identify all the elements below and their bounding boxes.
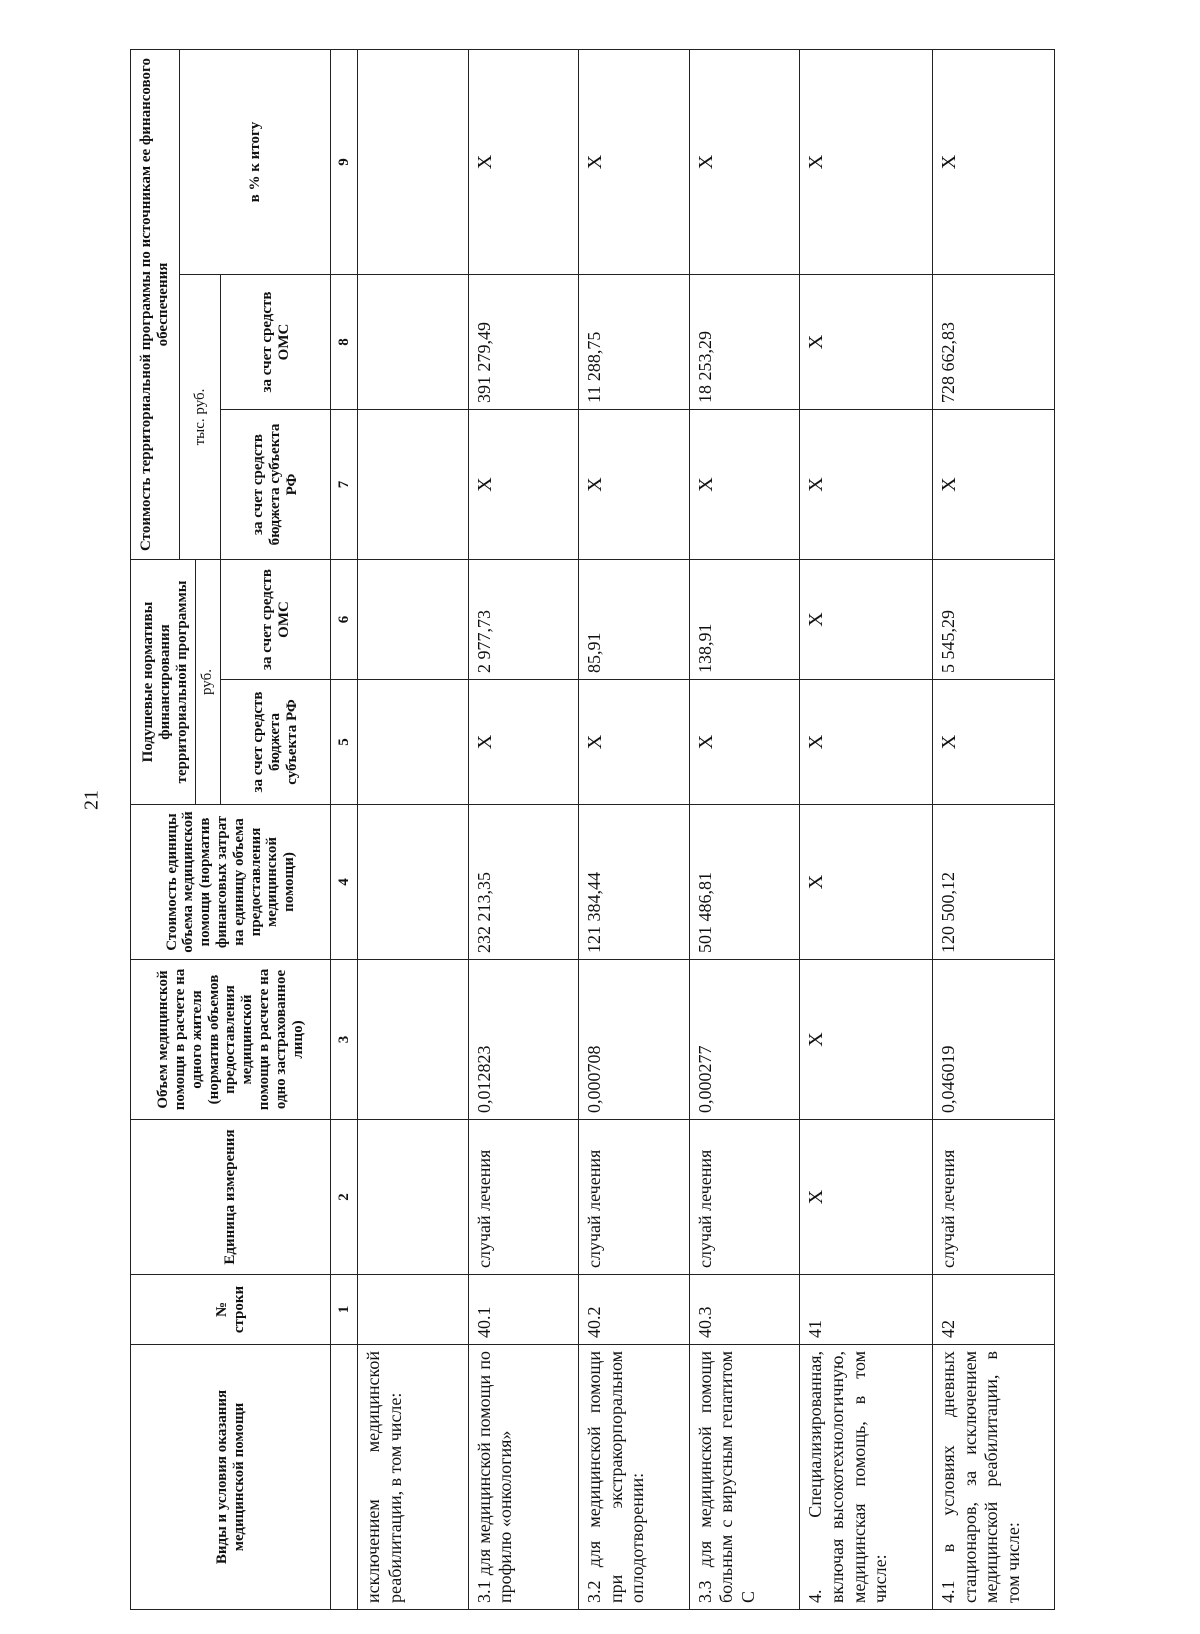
column-number: 7 xyxy=(331,410,358,560)
row-percap-budget-cell: X xyxy=(689,680,800,805)
row-percap-oms-cell xyxy=(357,560,468,680)
row-total-oms-cell: 18 253,29 xyxy=(689,275,800,410)
header-volume: Объем медицинской помощи в расчете на одного жителя (норматив объемов предоставления медицинской помощи в расчете на одно застрахованное лицо) xyxy=(131,960,331,1120)
header-line-number: № строки xyxy=(131,1275,331,1345)
row-total-budget-cell: X xyxy=(468,410,579,560)
row-percap-oms-cell: 2 977,73 xyxy=(468,560,579,680)
row-volume-cell: 0,000708 xyxy=(579,960,690,1120)
row-kind-cell: 3.2 для медицинской помощи при экстракорпоральном оплодотворении: xyxy=(579,1345,690,1610)
header-cost-group: Стоимость территориальной программы по источникам ее финансового обеспечения xyxy=(131,50,180,560)
header-total-oms: за счет средств ОМС xyxy=(220,275,331,410)
empty-number-cell xyxy=(331,1345,358,1610)
column-number: 3 xyxy=(331,960,358,1120)
column-number: 6 xyxy=(331,560,358,680)
header-unit-cost: Стоимость единицы объема медицинской помощи (норматив финансовых затрат на единицу объема предоставления медицинской помощи) xyxy=(131,805,331,960)
row-unit-cell: случай лечения xyxy=(468,1120,579,1275)
row-line-cell: 40.1 xyxy=(468,1275,579,1345)
row-percap-budget-cell: X xyxy=(933,680,1055,805)
row-cost-cell: X xyxy=(800,805,933,960)
row-volume-cell: 0,012823 xyxy=(468,960,579,1120)
row-total-oms-cell: 391 279,49 xyxy=(468,275,579,410)
row-line-cell xyxy=(357,1275,468,1345)
row-total-budget-cell: X xyxy=(579,410,690,560)
row-total-oms-cell: X xyxy=(800,275,933,410)
row-unit-cell: X xyxy=(800,1120,933,1275)
header-percap-oms: за счет средств ОМС xyxy=(220,560,331,680)
table-row xyxy=(933,50,1055,1610)
row-percent-cell: X xyxy=(933,50,1055,275)
row-percap-oms-cell: X xyxy=(800,560,933,680)
rotated-table-sheet xyxy=(130,50,1055,1610)
row-percap-oms-cell: 138,91 xyxy=(689,560,800,680)
header-percap-budget: за счет средств бюджета субъекта РФ xyxy=(220,680,331,805)
row-total-oms-cell: 11 288,75 xyxy=(579,275,690,410)
row-volume-cell xyxy=(357,960,468,1120)
row-volume-cell: 0,046019 xyxy=(933,960,1055,1120)
row-cost-cell: 120 500,12 xyxy=(933,805,1055,960)
column-number: 2 xyxy=(331,1120,358,1275)
header-per-capita-group xyxy=(131,560,221,805)
row-percap-budget-cell: X xyxy=(468,680,579,805)
column-number: 8 xyxy=(331,275,358,410)
row-kind-cell: исключением медицинской реабилитации, в том числе: xyxy=(357,1345,468,1610)
header-per-capita-title: Подушевые нормативы финансирования территориальной программы xyxy=(140,580,190,784)
row-volume-cell: X xyxy=(800,960,933,1120)
row-percent-cell: X xyxy=(468,50,579,275)
row-percent-cell xyxy=(357,50,468,275)
row-unit-cell: случай лечения xyxy=(579,1120,690,1275)
row-unit-cell: случай лечения xyxy=(933,1120,1055,1275)
header-total-budget: за счет средств бюджета субъекта РФ xyxy=(220,410,331,560)
page-number: 21 xyxy=(80,790,103,810)
row-percent-cell: X xyxy=(800,50,933,275)
table-row xyxy=(468,50,579,1610)
row-kind-cell: 3.3 для медицинской помощи больным с вирусным гепатитом С xyxy=(689,1345,800,1610)
row-percap-oms-cell: 85,91 xyxy=(579,560,690,680)
row-total-budget-cell: X xyxy=(933,410,1055,560)
header-per-capita-unit: руб. xyxy=(195,560,216,804)
column-number: 5 xyxy=(331,680,358,805)
row-cost-cell xyxy=(357,805,468,960)
row-total-budget-cell xyxy=(357,410,468,560)
table-row xyxy=(579,50,690,1610)
header-kinds: Виды и условия оказания медицинской помощи xyxy=(131,1345,331,1610)
row-cost-cell: 501 486,81 xyxy=(689,805,800,960)
row-total-budget-cell: X xyxy=(800,410,933,560)
row-cost-cell: 121 384,44 xyxy=(579,805,690,960)
column-number: 1 xyxy=(331,1275,358,1345)
row-kind-cell: 4. Специализированная, включая высокотехнологичную, медицинская помощь, в том числе: xyxy=(800,1345,933,1610)
row-percent-cell: X xyxy=(579,50,690,275)
row-percap-budget-cell xyxy=(357,680,468,805)
row-line-cell: 40.3 xyxy=(689,1275,800,1345)
table-row xyxy=(800,50,933,1610)
row-percap-oms-cell: 5 545,29 xyxy=(933,560,1055,680)
column-number: 9 xyxy=(331,50,358,275)
row-total-budget-cell: X xyxy=(689,410,800,560)
row-line-cell: 41 xyxy=(800,1275,933,1345)
row-kind-cell: 4.1 в условиях дневных стационаров, за исключением медицинской реабилитации, в том числе: xyxy=(933,1345,1055,1610)
row-total-oms-cell: 728 662,83 xyxy=(933,275,1055,410)
row-percap-budget-cell: X xyxy=(579,680,690,805)
row-percent-cell: X xyxy=(689,50,800,275)
row-percap-budget-cell: X xyxy=(800,680,933,805)
table-row xyxy=(689,50,800,1610)
row-line-cell: 40.2 xyxy=(579,1275,690,1345)
row-total-oms-cell xyxy=(357,275,468,410)
row-line-cell: 42 xyxy=(933,1275,1055,1345)
table-row xyxy=(357,50,468,1610)
row-volume-cell: 0,000277 xyxy=(689,960,800,1120)
header-percent-total: в % к итогу xyxy=(180,50,331,275)
header-unit: Единица измерения xyxy=(131,1120,331,1275)
header-cost-unit: тыс. руб. xyxy=(180,275,220,560)
column-number: 4 xyxy=(331,805,358,960)
row-kind-cell: 3.1 для медицинской помощи по профилю «онкология» xyxy=(468,1345,579,1610)
row-cost-cell: 232 213,35 xyxy=(468,805,579,960)
financing-table xyxy=(130,49,1055,1610)
row-unit-cell: случай лечения xyxy=(689,1120,800,1275)
row-unit-cell xyxy=(357,1120,468,1275)
